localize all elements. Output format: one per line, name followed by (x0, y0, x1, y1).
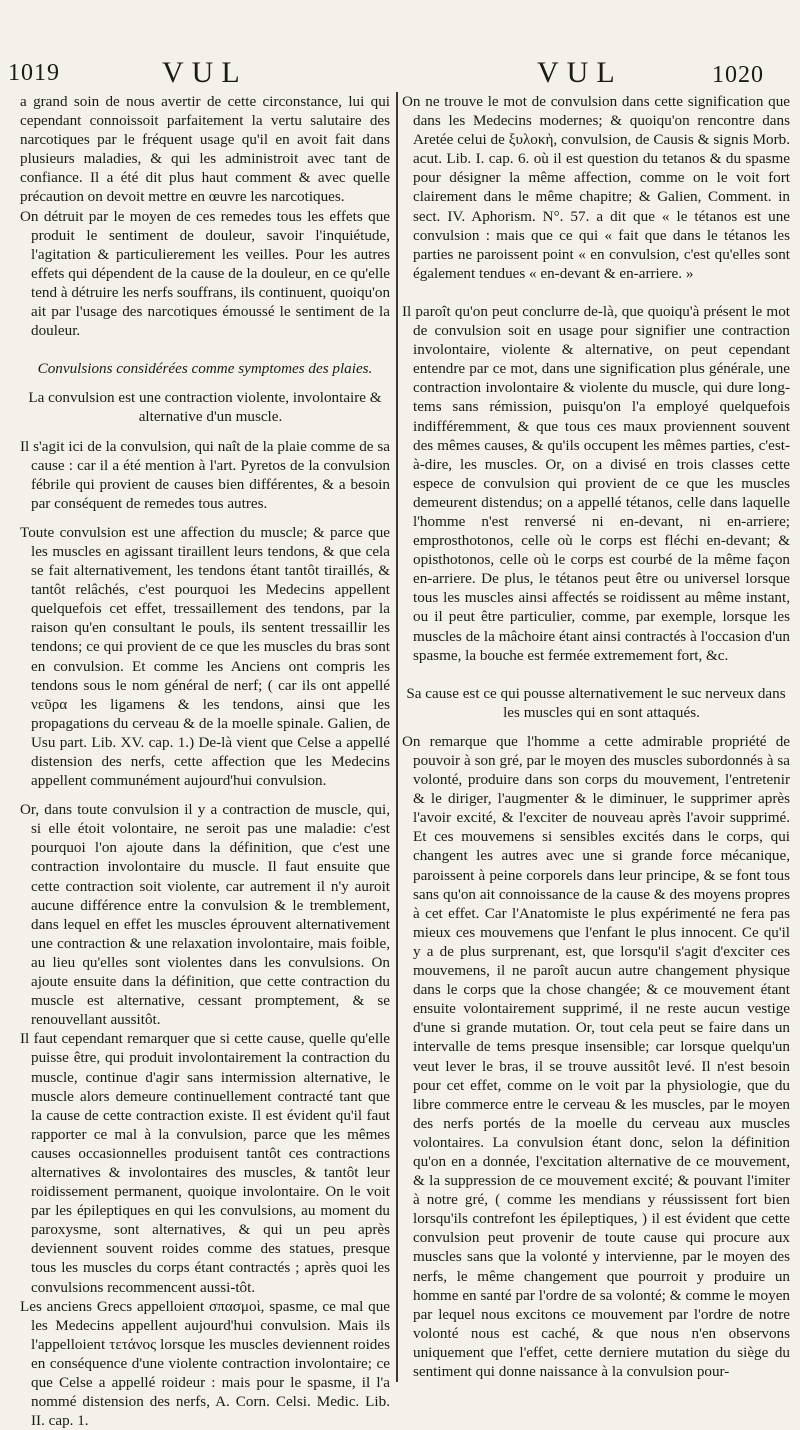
paragraph: Il paroît qu'on peut conclurre de-là, que quoiqu'à présent le mot de convulsion soit en usage pour signifier une contraction involontaire, violente & alternative, on peut cependant entendre par ce mot, dans une signification plus générale, une contraction involontaire & violente du muscle, qui dure long-tems sans rémission, puisqu'on l'a employé quelquefois indifféremment, & que tous ces maux proviennent souvent des mêmes causes, & qu'ils occupent les mêmes parties, c'est-à-dire, les muscles. Or, on a divisé en trois classes cette espece de convulsion qui provient de ce que les muscles demeurent distendus; on a appellé tétanos, celle dans laquelle l'homme n'est renversé ni en-devant, ni en-arriere; emprosthotonos, celle où le corps est fléchi en-devant; & opisthotonos, celle où le corps est courbé de la même façon en-arriere. De plus, le tétanos peut être ou universel lorsque tous les muscles ainsi affectés se roidissent au même instant, ou il peut être particulier, comme, par exemple, lorsque les muscles de la mâchoire étant ainsi contractés à l'occasion d'un spasme, la bouche est fermée extremement fort, &c. (402, 302, 790, 664)
page-number-right: 1020 (712, 62, 764, 88)
running-title-left: VUL (162, 56, 248, 89)
thesis-statement: Sa cause est ce qui pousse alternativement le suc nerveux dans les muscles qui en sont attaqués. (406, 684, 786, 721)
right-column (402, 92, 790, 1381)
running-title-right: VUL (537, 56, 623, 89)
paragraph: Or, dans toute convulsion il y a contraction de muscle, qui, si elle étoit volontaire, ne seroit pas une maladie: c'est pourquoi l'on ajoute dans la définition, que c'est une contraction involontaire du muscle. Il faut ensuite que cette contraction soit violente, car autrement il n'y auroit aucune différence entre la convulsion & le tremblement, dans lequel en effet les muscles éprouvent alternativement une contraction & une relaxation involontaire, mais foible, au lieu qu'elles sont violentes dans les convulsions. On ajoute ensuite dans la définition, que cette contraction du muscle est alternative, cessant promptement, & se renouvellant aussitôt. (20, 801, 390, 1029)
paragraph: Toute convulsion est une affection du muscle; & parce que les muscles en agissant tiraillent leurs tendons, & que cela se fait alternativement, les tendons étant tantôt tiraillés, & tantôt relâchés, c'est pourquoi les Medecins appellent quelquefois cet effet, tressaillement des tendons, par la raison qu'en consultant le pouls, ils sentent tressaillir les tendons; ce qui provient de ce que les muscles du bras sont en convulsion. Et comme les Anciens ont compris les tendons sous le nom général de nerf; ( car ils ont appellé νεῦρα les ligamens & les tendons, ainsi que les propagations du cerveau & de la moelle spinale. Galien, de Usu part. Lib. XV. cap. 1.) De-là vient que Celse a appellé distension des nerfs, cette affection que les Medecins appellent communément aujourd'hui convulsion. (20, 523, 390, 790)
paragraph: a grand soin de nous avertir de cette circonstance, lui qui cependant connoissoit parfaitement la vertu salutaire des narcotiques par le fréquent usage qu'il en avoit fait dans plusieurs maladies, & qui les administroit avec tant de confiance. Il a été dit plus haut comment & avec quelle précaution on devoit mettre en œuvre les narcotiques. (20, 93, 390, 206)
paragraph: On détruit par le moyen de ces remedes tous les effets que produit le sentiment de douleur, savoir l'inquiétude, l'agitation & particulierement les veilles. Pour les autres effets qui dépendent de la cause de la douleur, en ce qu'elle tend à détruire les nerfs souffrans, ils continuent, quoiqu'on ait par l'usage des narcotiques émoussé le sentiment de la douleur. (20, 207, 391, 340)
paragraph: Il faut cependant remarquer que si cette cause, quelle qu'elle puisse être, qui produit involontairement la contraction du muscle, continue d'agir sans intermission alternative, le muscle alors demeure continuellement contracté tant que la cause de cette contraction existe. Il est évident qu'il faut rapporter ce mal à la convulsion, parce que les mêmes causes occasionnelles produisent tantôt ces contractions alternatives & involontaires des muscles, & tantôt leur roidissement permanent, quoique involontaire. On le voit par les épileptiques en qui les convulsions, au moment du paroxysme, sont alternatives, & qui un peu après deviennent souvent roides comme des statues, presque tous les muscles du corps étant contractés ; après quoi les convulsions recommencent aussi-tôt. (20, 1030, 390, 1296)
section-heading: Convulsions considérées comme symptomes des plaies. (37, 360, 373, 378)
page-number-left: 1019 (8, 60, 60, 86)
paragraph: On ne trouve le mot de convulsion dans cette signification que dans les Medecins modernes; & quoiqu'on rencontre dans Aretée celui de ξυλοκὴ, convulsion, de Causis & signis Morb. acut. Lib. I. cap. 6. où il est question du tetanos & du spasme pour désigner la même affection, comme on le voit fort clairement dans le même chapitre; & Galien, Comment. in sect. IV. Aphorism. N°. 57. a dit que « le tétanos est une convulsion : mais que ce qui « fait que dans le tétanos les parties ne paroissent point « en convulsion, c'est qu'elles sont également tendues « en-devant & en-arriere. » (402, 93, 790, 282)
paragraph: On remarque que l'homme a cette admirable propriété de pouvoir à son gré, par le moyen des muscles subordonnés à sa volonté, produire dans son corps du mouvement, l'entretenir & le diriger, l'augmenter & le diminuer, le supprimer après l'avoir excité, & l'exciter de nouveau après l'avoir supprimé. Et ces mouvemens si sensibles excités dans le corps, qui changent les autres avec une si grande force mécanique, paroissent à peine corporels dans leur principe, & se font tous sans qu'on ait connoissance de la cause & des moyens propres à cet effet. Car l'Anatomiste le plus expérimenté ne fera pas mieux ces mouvemens que l'enfant le plus innocent. Ce qu'il y a de plus surprenant, est, que lorsqu'il s'agit d'exciter ces mouvemens, il ne paroît aucun autre changement physique dans le corps que la chose changée; & ce mouvement étant ensuite volontairement supprimé, il ne reste aucun vestige d'une si grande mutation. Or, tout cela peut se faire dans un intervalle de tems presque insensible; car lorsque quelqu'un veut lever le bras, il se trouve aussitôt levé. Il n'est besoin pour cet effet, comme on le voit par la physiologie, que du libre commerce entre le cerveau & les muscles, par le moyen des nerfs portés de la moelle du cerveau aux muscles volontaires. La convulsion étant donc, selon la définition qu'on en a donnée, l'excitation alternative de ce mouvement, & la suppression de ce mouvement excité; & pouvant l'imiter à notre gré, ( comme les mendians y réussissent fort bien lorsqu'ils contrefont les épileptiques, ) il est évident que cette convulsion peut provenir de toute cause qui procure aux muscles sans que la volonté y intervienne, par le moyen des nerfs, le même changement que pourroit y produire un homme en santé par l'ordre de sa volonté; & comme le moyen par lequel nous excitons ce mouvement par l'ordre de notre volonté nous est caché, & que nous n'en observons uniquement que l'effet, cette derniere mutation du siège du sentiment qui donne naissance à la convulsion pour- (402, 732, 790, 1380)
paragraph: Il s'agit ici de la convulsion, qui naît de la plaie comme de sa cause : car il a été mention à l'art. Pyretos de la convulsion fébrile qui provient de causes bien différentes, & a besoin par conséquent de remedes tous autres. (20, 437, 390, 512)
column-divider (396, 92, 398, 1382)
paragraph: Les anciens Grecs appelloient σπασμοὶ, spasme, ce mal que les Medecins appellent aujourd'hui convulsion. Mais ils l'appelloient τετάνος lorsque les muscles deviennent roides en conséquence d'une violente contraction involontaire; ce que Celse a appellé roideur : mais pour le spasme, il l'a nommé distension des nerfs, A. Corn. Celsi. Medic. Lib. II. cap. 1. (20, 1297, 390, 1430)
left-column (20, 92, 390, 1430)
thesis-statement: La convulsion est une contraction violente, involontaire & alternative d'un muscle. (28, 389, 382, 426)
